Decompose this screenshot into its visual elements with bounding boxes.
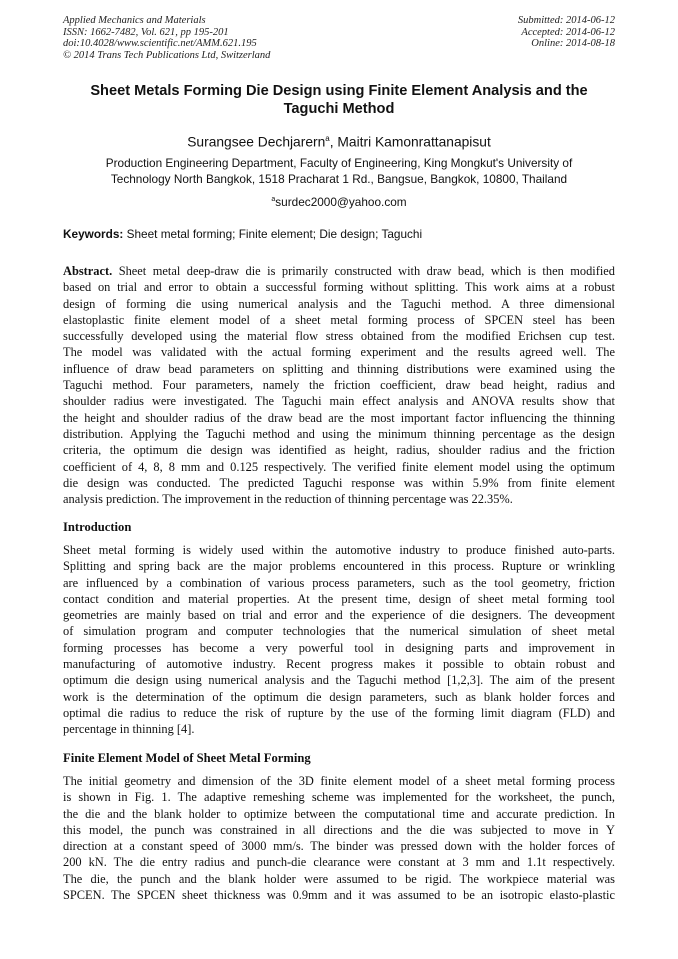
abstract-label: Abstract. — [63, 264, 113, 278]
paragraph-line: SPCEN. The SPCEN sheet thickness was 0.9mm and it was assumed to be an isotropic elasto-plastic — [63, 888, 615, 903]
abstract-line: based on trial and error to obtain a successful forming without splitting. This work aims at a robust — [63, 280, 615, 295]
journal-doi: doi:10.4028/www.scientific.net/AMM.621.195 — [63, 38, 257, 50]
abstract-line: analysis prediction. The improvement in the reduction of thinning percentage was 22.35%. — [63, 492, 513, 507]
journal-header — [63, 15, 270, 61]
author-list — [40, 130, 638, 151]
abstract-line: elastoplastic finite element model of a sheet metal forming process of SPCEN steel has been — [63, 312, 615, 327]
journal-name: Applied Mechanics and Materials — [63, 15, 206, 26]
abstract-line: shoulder radius were investigated. The Taguchi main effect analysis and ANOVA results show that — [63, 394, 615, 409]
author-affiliation-mark: a — [325, 134, 330, 143]
paragraph-line: 200 kN. The die entry radius and punch-die clearance were constant at 3 mm and 1.1t respectively. — [63, 855, 615, 870]
journal-copyright: © 2014 Trans Tech Publications Ltd, Switzerland — [63, 49, 271, 61]
author-email — [40, 192, 638, 210]
email-affiliation-mark: a — [271, 196, 276, 203]
affiliation-line: Production Engineering Department, Faculty of Engineering, King Mongkut's University of — [105, 156, 573, 170]
fem-section-heading: Finite Element Model of Sheet Metal Forming — [63, 751, 311, 765]
abstract-line: the height and shoulder radius of the draw bead are the most important factor influencing the thinning — [63, 410, 615, 425]
paragraph-line: are influenced by a combination of various process parameters, such as the tool geometry, friction — [63, 575, 615, 590]
abstract-line — [63, 263, 615, 279]
keywords-label: Keywords: — [63, 227, 124, 241]
paragraph-line: Splitting and spring back are the major problems encountered in this process. Rupture or wrinkling — [63, 559, 615, 574]
abstract-line: Taguchi method. Four parameters, namely the friction coefficient, draw bead height, radius and — [63, 378, 615, 393]
abstract-line: design of forming die using numerical analysis and the Taguchi method. A three dimensional — [63, 296, 615, 311]
paragraph-line: work is the determination of the optimum die design parameters, such as blank holder forces and — [63, 689, 615, 704]
paragraph-line: Sheet metal forming is widely used within the automotive industry to produce finished auto-parts. — [63, 543, 615, 557]
abstract-line: die design was conducted. The predicted Taguchi response was within 5.9% from finite element — [63, 475, 615, 490]
paragraph-line: geometries are mainly based on trial and error and the experience of die designers. The deveopment — [63, 608, 615, 623]
accepted-date: Accepted: 2014-06-12 — [521, 26, 615, 38]
abstract-line: influence of draw bead parameters on splitting and thinning distributions were examined using the — [63, 361, 615, 376]
paragraph-line: manufacturing of automotive industry. Recent progress makes it possible to obtain robust and — [63, 657, 615, 672]
affiliation — [70, 155, 608, 187]
affiliation-line: Technology North Bangkok, 1518 Pracharat 1 Rd., Bangsue, Bangkok, 10800, Thailand — [110, 172, 568, 186]
fem-section-body — [63, 773, 615, 903]
paper-title — [40, 82, 638, 118]
paragraph-line: optimum die design using numerical analysis and the Taguchi method [1,2,3]. The aim of the present — [63, 673, 615, 688]
abstract-line: criteria, the optimum die design was identified as height, radius, shoulder radius and the friction — [63, 443, 615, 458]
author-separator: , — [329, 134, 338, 150]
abstract-line: successfully developed using the material flow stress obtained from the modified Erichsen cup test. — [63, 329, 615, 344]
title-line: Taguchi Method — [283, 101, 395, 117]
online-date: Online: 2014-08-18 — [531, 38, 615, 50]
paragraph-line: The initial geometry and dimension of the 3D finite element model of a sheet metal forming process — [63, 774, 615, 788]
author-name: Maitri Kamonrattanapisut — [337, 134, 491, 150]
submitted-date: Submitted: 2014-06-12 — [517, 15, 615, 26]
author-name: Surangsee Dechjarern — [187, 134, 326, 150]
journal-issn: ISSN: 1662-7482, Vol. 621, pp 195-201 — [63, 26, 229, 38]
paragraph-line: optimal die radius to reduce the risk of rupture by the use of the forming limit diagram (FLD) and — [63, 705, 615, 720]
keywords — [63, 227, 615, 242]
abstract — [63, 263, 615, 507]
paragraph-line: this model, the punch was constrained in all directions and the die was subjected to move in Y — [63, 822, 615, 837]
paragraph-line: is shown in Fig. 1. The adaptive remeshing scheme was implemented for the worksheet, the punch, — [63, 790, 615, 805]
paragraph-line: of simulation program and computer technologies that the numerical simulation of sheet metal — [63, 624, 615, 639]
abstract-line: The model was validated with the actual forming experiment and the results agreed well. The — [63, 345, 615, 360]
paragraph-line: direction at a constant speed of 3000 mm/s. The binder was pressed down with the holder forces of — [63, 839, 615, 854]
title-line: Sheet Metals Forming Die Design using Finite Element Analysis and the — [90, 83, 588, 99]
abstract-first-line-text: Sheet metal deep-draw die is primarily constructed with draw bead, which is then modified — [112, 264, 615, 278]
abstract-line: distribution. Applying the Taguchi method and using the minimum thinning percentage as the design — [63, 426, 615, 441]
introduction-body — [63, 542, 615, 738]
paragraph-line: the die and the blank holder to optimize between the computational time and accurate prediction. In — [63, 806, 615, 821]
email-address: surdec2000@yahoo.com — [275, 194, 407, 209]
keywords-text: Sheet metal forming; Finite element; Die design; Taguchi — [123, 227, 423, 241]
paragraph-line: percentage in thinning [4]. — [63, 722, 195, 737]
introduction-heading: Introduction — [63, 520, 132, 534]
paragraph-line: contact condition and material properties. At the present time, design of sheet metal forming tool — [63, 591, 615, 606]
publication-dates — [518, 15, 615, 50]
paragraph-line: The die, the punch and the blank holder were assumed to be rigid. The workpiece material was — [63, 871, 615, 886]
paragraph-line: forming processes has become a very powerful tool in designing parts and improvement in — [63, 640, 615, 655]
abstract-line: coefficient of 4, 8, 8 mm and 0.125 respectively. The verified finite element model using the optimum — [63, 459, 615, 474]
